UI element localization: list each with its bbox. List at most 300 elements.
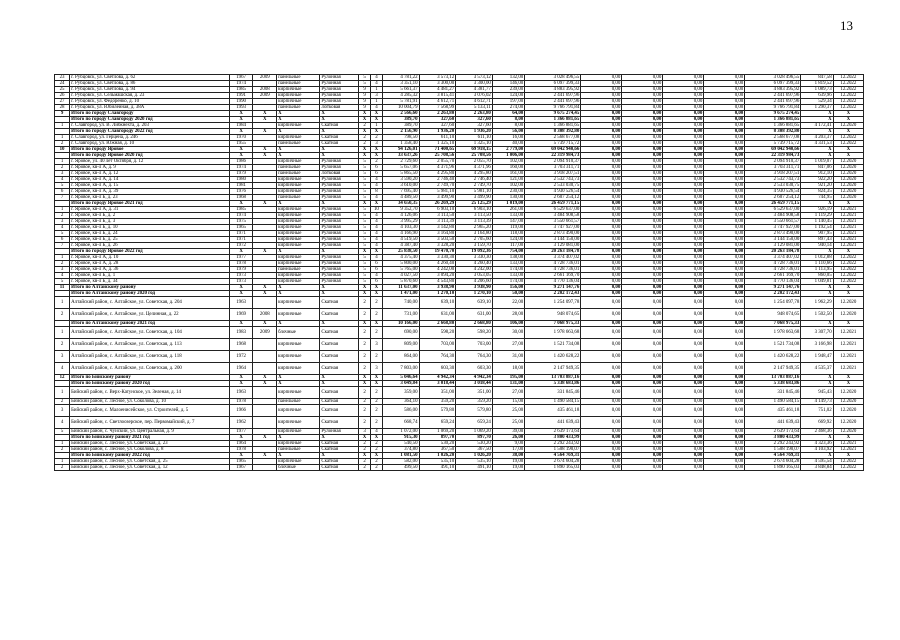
table-cell: 0,00 xyxy=(704,165,745,171)
table-cell: 0,00 xyxy=(622,87,663,93)
table-cell: 22 319 984,73 xyxy=(525,153,581,159)
table-cell: 0,00 xyxy=(663,201,704,207)
table-cell: 669,92 xyxy=(801,417,833,429)
table-cell: 639,10 xyxy=(456,297,493,309)
table-cell: 530,20 xyxy=(456,441,493,447)
table-cell: 1 012,88 xyxy=(801,255,833,261)
table-cell: 0,00 xyxy=(581,381,622,387)
table-cell: 0,00 xyxy=(581,261,622,267)
table-cell: 3 xyxy=(55,351,70,363)
table-cell: X xyxy=(253,375,277,381)
table-cell: 907,95 xyxy=(801,231,833,237)
table-cell: 3 800 433,99 xyxy=(745,435,801,441)
table-cell: 3 xyxy=(55,171,70,177)
table-cell: X xyxy=(801,285,833,291)
table-cell: 3 800 433,99 xyxy=(525,435,581,441)
table-cell: г. Славгород, ул. Герцена, д. 246 xyxy=(70,135,230,141)
table-cell: 1 xyxy=(55,387,70,399)
table-cell: 2 674 604,28 xyxy=(525,459,581,465)
table-cell: 0,00 xyxy=(663,183,704,189)
table-cell: 1 xyxy=(55,459,70,465)
table-cell: Рулонная xyxy=(320,429,359,435)
table-cell: 12.2020 xyxy=(833,405,863,417)
table-cell: X xyxy=(833,453,863,459)
table-cell: 5 781,91 xyxy=(382,99,419,105)
table-cell: 2 202 172,43 xyxy=(745,291,801,297)
table-row xyxy=(55,465,864,471)
table-cell: 0,00 xyxy=(581,351,622,363)
table-cell: Итого по Бийскому району 2021 год xyxy=(70,435,230,441)
table-cell: 0,00 xyxy=(663,81,704,87)
table-cell: 0,00 xyxy=(581,441,622,447)
table-cell: Рулонная xyxy=(320,207,359,213)
table-cell: 0,00 xyxy=(663,159,704,165)
table-cell: 3 166,98 xyxy=(801,339,833,351)
table-cell: 0,00 xyxy=(663,387,704,399)
table-row xyxy=(55,405,864,417)
table-cell: 10 xyxy=(371,207,383,213)
table-cell: 20 263 184,78 xyxy=(745,249,801,255)
table-cell: 0,00 xyxy=(704,339,745,351)
table-cell: X xyxy=(801,435,833,441)
table-cell: панельные xyxy=(277,81,320,87)
table-cell: 0,00 xyxy=(622,207,663,213)
table-cell: 1 325,10 xyxy=(456,141,493,147)
table-cell: Итого по Бийскому району xyxy=(70,375,230,381)
table-cell: 0,00 xyxy=(663,129,704,135)
table-cell: 12.2020 xyxy=(833,171,863,177)
table-cell: 0,00 xyxy=(581,453,622,459)
table-cell: Бийский район, с. Лесное, ул. Советская, д. 12 xyxy=(70,465,230,471)
table-cell: X xyxy=(253,381,277,387)
table-cell: 9 271 147,76 xyxy=(745,285,801,291)
table-cell: Рулонная xyxy=(320,279,359,285)
table-cell: 3 503,50 xyxy=(419,237,456,243)
table-cell: 4 371,96 xyxy=(419,165,456,171)
table-cell: 2 441 697,96 xyxy=(745,99,801,105)
table-cell: X xyxy=(277,291,320,297)
table-cell: Рулонная xyxy=(320,93,359,99)
table-cell: 3 xyxy=(359,429,371,435)
table-cell: г. Яровое, ул. 40 лет Октября, д. 12 xyxy=(70,159,230,165)
table-cell: 230,00 xyxy=(492,189,524,195)
table-cell: 27 xyxy=(55,99,70,105)
table-cell: 0,00 xyxy=(622,129,663,135)
table-cell: г. Яровое, кв-л Б, д. 23 xyxy=(70,195,230,201)
table-cell: 367,50 xyxy=(419,447,456,453)
table-cell: Бийский район, с. Верх-Катунское, ул. Зеленая, д. 14 xyxy=(70,387,230,399)
table-cell: 0,00 xyxy=(622,351,663,363)
table-cell: Скатная xyxy=(320,399,359,405)
table-cell: Бийский район, с. Лесное, ул. Соколова, д. 8 xyxy=(70,447,230,453)
table-cell: 639,96 xyxy=(801,93,833,99)
table-cell: 0,00 xyxy=(704,387,745,399)
table-cell: 5 xyxy=(359,273,371,279)
table-cell: X xyxy=(833,117,863,123)
table-cell: 13 703 887,16 xyxy=(525,375,581,381)
table-cell: 2 xyxy=(359,405,371,417)
table-cell: 0,00 xyxy=(663,123,704,129)
table-cell: 3 018,44 xyxy=(419,381,456,387)
table-cell: 5 xyxy=(359,237,371,243)
table-cell: 0,00 xyxy=(663,381,704,387)
table-cell: 1974 xyxy=(229,81,253,87)
table-cell: 5 661,37 xyxy=(382,87,419,93)
table-cell: 1978 xyxy=(229,261,253,267)
table-cell: 25,00 xyxy=(492,405,524,417)
table-cell: 5 xyxy=(359,219,371,225)
table-cell: X xyxy=(801,147,833,153)
table-cell: 0,00 xyxy=(581,309,622,321)
table-cell: 1 420 628,22 xyxy=(525,351,581,363)
table-cell: 3 484 908,58 xyxy=(745,213,801,219)
table-cell: 1 026,20 xyxy=(419,453,456,459)
table-cell: X xyxy=(320,381,359,387)
table-cell: 0,00 xyxy=(581,375,622,381)
table-cell: 5 046,64 xyxy=(382,375,419,381)
table-cell: 926,19 xyxy=(801,207,833,213)
table-cell: 0,00 xyxy=(581,405,622,417)
table-cell: 18,00 xyxy=(492,363,524,375)
table-cell: 0,00 xyxy=(663,171,704,177)
table-cell: 668,74 xyxy=(382,417,419,429)
table-cell: Рулонная xyxy=(320,237,359,243)
table-cell: 540,50 xyxy=(382,441,419,447)
table-cell: 0,00 xyxy=(581,321,622,327)
table-cell: 4 295,80 xyxy=(419,171,456,177)
table-cell: кирпичные xyxy=(277,261,320,267)
table-cell: 897,70 xyxy=(456,435,493,441)
table-cell: 0,00 xyxy=(704,309,745,321)
table-cell: 0,00 xyxy=(622,279,663,285)
table-cell: 1 xyxy=(371,123,383,129)
table-cell: 2 668,80 xyxy=(456,321,493,327)
table-cell: 0,00 xyxy=(622,375,663,381)
table-cell: 2 xyxy=(55,339,70,351)
table-cell: 4 728 736,01 xyxy=(525,267,581,273)
table-cell: 22 319 984,73 xyxy=(745,153,801,159)
table-cell: 4 172,41 xyxy=(801,123,833,129)
table-cell: 2 xyxy=(359,417,371,429)
table-cell: 3 xyxy=(55,219,70,225)
table-cell: 4 519,50 xyxy=(382,237,419,243)
table-cell: 690,00 xyxy=(382,327,419,339)
table-cell: 0,00 xyxy=(622,261,663,267)
table-cell: 631,00 xyxy=(456,309,493,321)
table-cell: 0,00 xyxy=(663,105,704,111)
table-cell: X xyxy=(277,453,320,459)
table-cell: 1971 xyxy=(229,237,253,243)
table-cell: X xyxy=(359,129,371,135)
table-cell: 2 xyxy=(359,459,371,465)
table-cell: 809,00 xyxy=(382,339,419,351)
table-cell: г. Яровое, кв-л А, д. 15 xyxy=(70,183,230,189)
table-cell: 1970 xyxy=(229,135,253,141)
table-cell: 1 254 097,78 xyxy=(745,297,801,309)
table-row xyxy=(55,339,864,351)
table-cell: 25 838,50 xyxy=(382,249,419,255)
table-cell: X xyxy=(833,147,863,153)
table-cell: 2 568 677,08 xyxy=(745,135,801,141)
table-cell: 0,00 xyxy=(704,321,745,327)
table-cell: X xyxy=(229,381,253,387)
table-cell: 1 366 881,65 xyxy=(745,123,801,129)
table-row xyxy=(55,297,864,309)
table-cell: 2 xyxy=(371,351,383,363)
table-cell: 5 xyxy=(359,171,371,177)
table-cell: Скатная xyxy=(320,387,359,399)
table-cell: 2 xyxy=(55,141,70,147)
table-cell: 3 xyxy=(371,141,383,147)
table-cell: 2 xyxy=(371,447,383,453)
table-cell: 0,00 xyxy=(704,81,745,87)
table-cell: 0,00 xyxy=(663,429,704,435)
table-cell: 1 420 628,22 xyxy=(745,351,801,363)
table-cell: 0,00 xyxy=(581,297,622,309)
table-cell: 12.2021 xyxy=(833,363,863,375)
table-cell: 0,00 xyxy=(704,435,745,441)
table-cell: 0,00 xyxy=(581,183,622,189)
table-cell: 3 374 407,02 xyxy=(525,255,581,261)
table-cell: 2 xyxy=(371,441,383,447)
table-cell: X xyxy=(277,201,320,207)
table-cell: 2 xyxy=(55,261,70,267)
table-cell: X xyxy=(277,117,320,123)
table-cell: 4 103,30 xyxy=(382,225,419,231)
table-cell xyxy=(253,351,277,363)
table-cell: 5 800,00 xyxy=(382,261,419,267)
table-cell: Рулонная xyxy=(320,159,359,165)
table-cell: 5 xyxy=(359,213,371,219)
table-cell: 4 285,32 xyxy=(382,93,419,99)
table-cell: Скатная xyxy=(320,135,359,141)
table-cell: X xyxy=(801,453,833,459)
table-cell: 4 331,53 xyxy=(801,141,833,147)
table-cell: 0,00 xyxy=(663,291,704,297)
table-cell: 0,00 xyxy=(622,189,663,195)
table-cell: X xyxy=(371,381,383,387)
table-cell: 1 110,66 xyxy=(801,261,833,267)
table-cell: 7 695,40 xyxy=(382,189,419,195)
table-cell: Алтайский район, с. Алтайское, ул. Советская, д. 204 xyxy=(70,297,230,309)
table-cell: 124,00 xyxy=(492,93,524,99)
table-cell: 3 330,30 xyxy=(456,255,493,261)
table-cell: 0,00 xyxy=(663,309,704,321)
table-cell: 1979 xyxy=(229,171,253,177)
table-cell: 156,00 xyxy=(492,285,524,291)
table-cell: 1 006,00 xyxy=(492,153,524,159)
table-cell: 1968 xyxy=(229,195,253,201)
table-cell: 6 xyxy=(371,279,383,285)
table-cell: 12.2021 xyxy=(833,441,863,447)
table-cell: 5 739 715,72 xyxy=(745,141,801,147)
table-cell: Рулонная xyxy=(320,213,359,219)
table-cell: 327,60 xyxy=(419,117,456,123)
table-cell: 71 400,65 xyxy=(419,147,456,153)
table-cell: 12.2021 xyxy=(833,231,863,237)
table-cell: Скатная xyxy=(320,327,359,339)
table-cell: 2 566,60 xyxy=(382,111,419,117)
table-cell: 0,00 xyxy=(622,93,663,99)
table-cell: 4 242,00 xyxy=(456,267,493,273)
table-cell: X xyxy=(359,201,371,207)
table-cell: 5 xyxy=(359,177,371,183)
table-cell: Скатная xyxy=(320,309,359,321)
table-cell: 2 xyxy=(359,363,371,375)
table-cell: 5 865,50 xyxy=(382,171,419,177)
table-cell: 0,00 xyxy=(622,453,663,459)
table-cell: 0,00 xyxy=(704,105,745,111)
table-cell: 0,00 xyxy=(622,213,663,219)
table-cell: 5 xyxy=(55,279,70,285)
table-cell: 0,00 xyxy=(622,153,663,159)
table-cell: 4 883 395,92 xyxy=(525,87,581,93)
table-cell: 25 708,56 xyxy=(456,153,493,159)
table-row xyxy=(55,387,864,399)
table-cell: 0,00 xyxy=(704,279,745,285)
table-cell: X xyxy=(229,321,253,327)
table-cell: 0,00 xyxy=(663,459,704,465)
table-cell: 5 338 683,86 xyxy=(525,381,581,387)
table-cell: 3 076,02 xyxy=(456,93,493,99)
table-cell: 23 xyxy=(55,75,70,81)
table-cell: г. Рубцовск, ул. Светлова, д. 94 xyxy=(70,87,230,93)
table-cell: 2 xyxy=(371,465,383,471)
table-cell: 3 300,00 xyxy=(419,81,456,87)
table-cell: 0,00 xyxy=(704,171,745,177)
table-cell: X xyxy=(320,111,359,117)
table-cell: 69 042 940,66 xyxy=(745,147,801,153)
table-cell xyxy=(253,339,277,351)
table-cell: 0,00 xyxy=(704,243,745,249)
table-cell: 3 484 908,58 xyxy=(525,213,581,219)
table-cell: 133,00 xyxy=(492,273,524,279)
table-cell: 12.2022 xyxy=(833,273,863,279)
table-cell: X xyxy=(359,375,371,381)
table-cell: 1969 xyxy=(229,309,253,321)
table-cell: 1 140,45 xyxy=(801,219,833,225)
table-cell xyxy=(253,405,277,417)
table-cell: 0,00 xyxy=(704,255,745,261)
table-cell: 4 381,77 xyxy=(456,87,493,93)
table-cell: 0,00 xyxy=(581,105,622,111)
table-cell: 146,00 xyxy=(492,81,524,87)
table-cell: 751,02 xyxy=(801,405,833,417)
table-cell: 491,10 xyxy=(419,465,456,471)
table-cell: 351,00 xyxy=(419,387,456,399)
table-cell: 5 xyxy=(359,255,371,261)
table-cell: Алтайский район, с. Алтайское, ул. Советская, д. 118 xyxy=(70,351,230,363)
table-cell: 0,00 xyxy=(581,117,622,123)
table-cell: 7 068 975,33 xyxy=(745,321,801,327)
table-cell: 12.2021 xyxy=(833,339,863,351)
table-cell: 12.2020 xyxy=(833,123,863,129)
table-cell: 8 308 392,80 xyxy=(525,129,581,135)
table-cell: X xyxy=(833,321,863,327)
table-cell: X xyxy=(359,435,371,441)
table-cell: 25,00 xyxy=(492,417,524,429)
table-cell: 2 746,40 xyxy=(419,177,456,183)
table-cell: Скатная xyxy=(320,141,359,147)
table-cell: Лотковая xyxy=(320,171,359,177)
table-cell: кирпичные xyxy=(277,237,320,243)
table-cell: кирпичные xyxy=(277,177,320,183)
table-cell: 5 765,00 xyxy=(382,267,419,273)
table-cell: 102,00 xyxy=(492,159,524,165)
table-cell: X xyxy=(253,435,277,441)
table-cell: 2 263,80 xyxy=(456,111,493,117)
table-cell: 4 323,36 xyxy=(801,441,833,447)
table-cell: 586,00 xyxy=(382,405,419,417)
table-cell: 3 028 496,55 xyxy=(745,75,801,81)
table-cell: 0,00 xyxy=(704,141,745,147)
table-cell: 703,00 xyxy=(456,339,493,351)
table-cell: г. Рубцовск, ул. Юбилейная, д. 38А xyxy=(70,105,230,111)
table-cell: 0,00 xyxy=(663,177,704,183)
table-cell: X xyxy=(277,153,320,159)
table-cell: 0,00 xyxy=(581,123,622,129)
table-cell: 130,00 xyxy=(492,195,524,201)
table-cell: 2008 xyxy=(253,87,277,93)
table-cell: 2 xyxy=(371,327,383,339)
table-cell: 2009 xyxy=(253,327,277,339)
table-cell xyxy=(253,387,277,399)
table-cell: 0,00 xyxy=(663,399,704,405)
table-cell: 582,00 xyxy=(382,459,419,465)
table-cell: 0,00 xyxy=(704,453,745,459)
table-cell: 2 xyxy=(371,399,383,405)
table-cell: 2 607 254,12 xyxy=(745,195,801,201)
table-cell: 160,00 xyxy=(492,165,524,171)
table-cell: 389,70 xyxy=(382,123,419,129)
table-cell: 0,00 xyxy=(622,429,663,435)
table-cell: 3 328,20 xyxy=(419,243,456,249)
table-cell: 1978 xyxy=(229,399,253,405)
table-cell: 897,70 xyxy=(419,435,456,441)
table-cell: 12.2021 xyxy=(833,243,863,249)
table-cell: Рулонная xyxy=(320,267,359,273)
table-cell: 0,00 xyxy=(581,141,622,147)
table-cell: 1 521 734,08 xyxy=(745,339,801,351)
table-row xyxy=(55,351,864,363)
table-cell: 9,00 xyxy=(492,441,524,447)
table-cell: 0,00 xyxy=(622,225,663,231)
table-cell: Рулонная xyxy=(320,255,359,261)
table-cell: 1 490 584,15 xyxy=(525,399,581,405)
table-cell: 9 352,70 xyxy=(382,207,419,213)
table-cell: Алтайский район, с. Алтайское, ул. Советская, д. 104 xyxy=(70,327,230,339)
table-cell: 12.2020 xyxy=(833,417,863,429)
table-cell: 7 803,00 xyxy=(382,363,419,375)
table-row xyxy=(55,309,864,321)
table-cell: 5 739 715,72 xyxy=(525,141,581,147)
table-cell: 6 xyxy=(371,165,383,171)
table-cell: 0,00 xyxy=(622,291,663,297)
table-cell: 1 072,00 xyxy=(382,429,419,435)
table-cell: панельные xyxy=(277,195,320,201)
table-cell: 1 xyxy=(55,159,70,165)
table-cell: 3 573,12 xyxy=(419,75,456,81)
table-cell: 4 149,73 xyxy=(801,399,833,405)
table-cell: 0,00 xyxy=(581,279,622,285)
table-cell: X xyxy=(833,291,863,297)
table-cell: 4 770 136,04 xyxy=(525,279,581,285)
table-cell: 0,00 xyxy=(622,231,663,237)
table-cell: X xyxy=(359,321,371,327)
table-cell: 5 xyxy=(359,243,371,249)
table-cell: 1 119,29 xyxy=(801,213,833,219)
table-cell: панельные xyxy=(277,75,320,81)
